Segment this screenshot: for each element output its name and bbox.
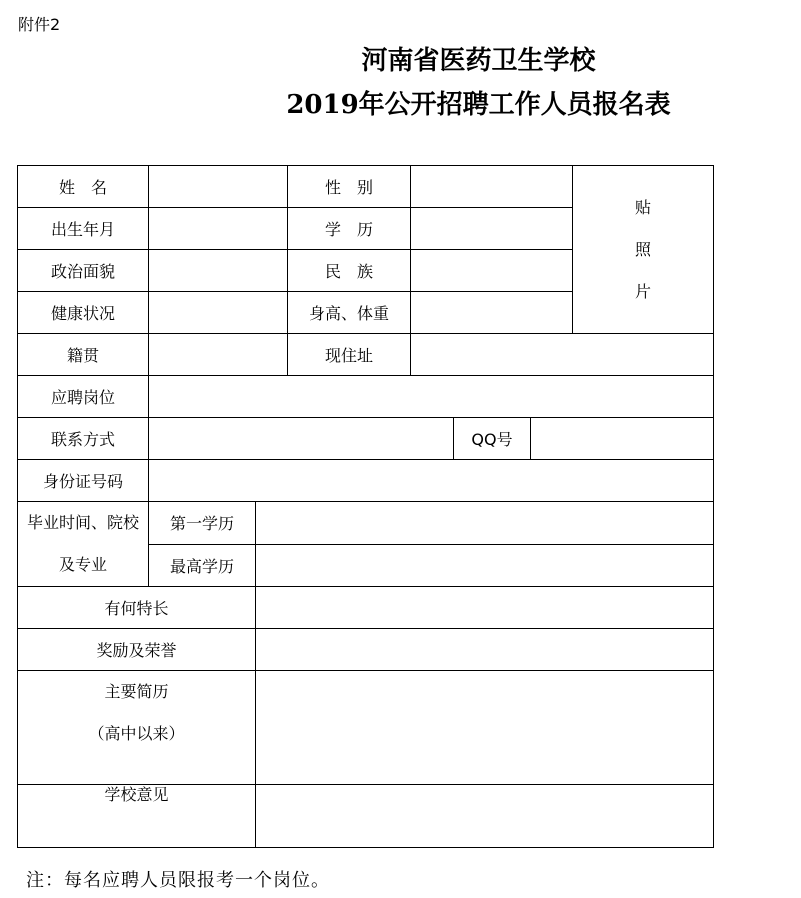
label-awards-text: 奖励及荣誉 <box>96 641 177 660</box>
label-highest-degree: 最高学历 <box>149 544 256 587</box>
input-school-opinion[interactable] <box>256 785 714 848</box>
title-form: 2019年公开招聘工作人员报名表 <box>286 90 671 120</box>
input-qq[interactable] <box>531 418 714 460</box>
label-school-opinion <box>18 785 256 848</box>
input-position[interactable] <box>149 376 714 418</box>
photo-label-2: 照 <box>634 239 651 259</box>
row-specialty <box>18 587 714 629</box>
input-political[interactable] <box>149 250 288 292</box>
label-graduation <box>18 502 149 587</box>
input-health[interactable] <box>149 292 288 334</box>
row-native-address <box>18 334 714 376</box>
input-gender[interactable] <box>411 166 573 208</box>
input-height-weight[interactable] <box>411 292 573 334</box>
input-birth[interactable] <box>149 208 288 250</box>
row-school-opinion <box>18 785 714 848</box>
label-resume-line1: 主要简历 <box>104 682 169 701</box>
label-position: 应聘岗位 <box>18 376 149 418</box>
input-first-degree[interactable] <box>256 502 714 545</box>
input-awards[interactable] <box>256 629 714 671</box>
label-ethnicity: 民 族 <box>288 250 411 292</box>
label-id-number: 身份证号码 <box>18 460 149 502</box>
input-id-number[interactable] <box>149 460 714 502</box>
input-education[interactable] <box>411 208 573 250</box>
row-resume <box>18 671 714 785</box>
label-graduation-line1: 毕业时间、院校 <box>26 513 139 532</box>
label-education: 学 历 <box>288 208 411 250</box>
label-specialty-text: 有何特长 <box>104 599 169 618</box>
row-awards <box>18 629 714 671</box>
label-school-opinion-text: 学校意见 <box>104 785 169 804</box>
input-native-place[interactable] <box>149 334 288 376</box>
label-gender: 性 别 <box>288 166 411 208</box>
label-resume-line2: （高中以来） <box>88 724 185 743</box>
label-height-weight: 身高、体重 <box>288 292 411 334</box>
label-health: 健康状况 <box>18 292 149 334</box>
row-contact <box>18 418 714 460</box>
input-name[interactable] <box>149 166 288 208</box>
input-address[interactable] <box>411 334 714 376</box>
attachment-label: 附件2 <box>18 15 61 34</box>
photo-label-3: 片 <box>634 281 651 301</box>
label-contact: 联系方式 <box>18 418 149 460</box>
input-contact[interactable] <box>149 418 454 460</box>
title-school: 河南省医药卫生学校 <box>361 46 596 76</box>
label-first-degree: 第一学历 <box>149 502 256 545</box>
label-address: 现住址 <box>288 334 411 376</box>
label-resume <box>18 671 256 785</box>
label-name: 姓 名 <box>18 166 149 208</box>
registration-form-table <box>17 165 714 848</box>
footnote: 注：每名应聘人员限报考一个岗位。 <box>26 870 330 891</box>
label-graduation-line2: 及专业 <box>58 555 107 574</box>
label-birth: 出生年月 <box>18 208 149 250</box>
photo-cell[interactable] <box>573 166 714 334</box>
label-specialty <box>18 587 256 629</box>
label-qq: QQ号 <box>454 418 531 460</box>
label-native-place: 籍贯 <box>18 334 149 376</box>
input-specialty[interactable] <box>256 587 714 629</box>
label-awards <box>18 629 256 671</box>
photo-label-1: 贴 <box>634 197 651 217</box>
input-ethnicity[interactable] <box>411 250 573 292</box>
row-id-number <box>18 460 714 502</box>
label-political: 政治面貌 <box>18 250 149 292</box>
input-resume[interactable] <box>256 671 714 785</box>
row-first-degree <box>18 502 714 545</box>
input-highest-degree[interactable] <box>256 544 714 587</box>
row-name-gender <box>18 166 714 208</box>
row-position <box>18 376 714 418</box>
